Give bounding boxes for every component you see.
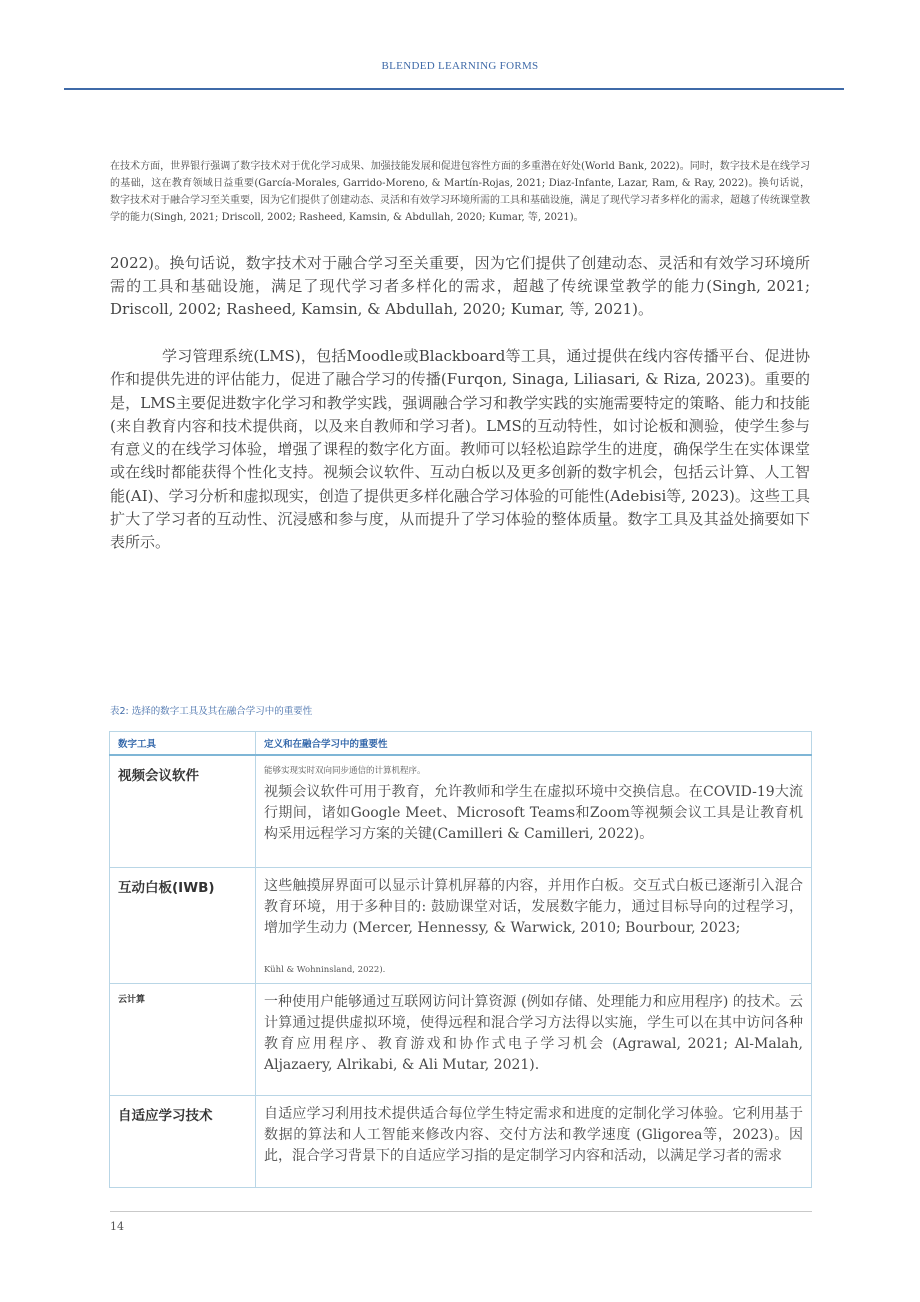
header-divider xyxy=(64,88,844,90)
lms-paragraph: 学习管理系统(LMS)，包括Moodle或Blackboard等工具，通过提供在线内容传播平台、促进协作和提供先进的评估能力，促进了融合学习的传播(Furqon, Sinaga, Liliasari, & Riza, 2023)。重要的是，LMS主要促进数字化学习和教学实践，强调融合学习和教学实践的实施需要特定的策略、能力和技能(来自教育内容和技术提供商，以及来自教师和学习者)。LMS的互动特性，如讨论板和测验，使学生参与有意义的在线学习体验，增强了课程的数字化方面。教师可以轻松追踪学生的进度，确保学生在实体课堂或在线时都能获得个性化支持。视频会议软件、互动白板以及更多创新的数字机会，包括云计算、人工智能(AI)、学习分析和虚拟现实，创造了提供更多样化融合学习体验的可能性(Adebisi等, 2023)。这些工具扩大了学习者的互动性、沉浸感和参与度，从而提升了学习体验的整体质量。数字工具及其益处摘要如下表所示。 xyxy=(110,347,810,552)
footer-divider xyxy=(110,1211,812,1212)
continuation-paragraph: 2022)。换句话说，数字技术对于融合学习至关重要，因为它们提供了创建动态、灵活和有效学习环境所需的工具和基础设施，满足了现代学习者多样化的需求，超越了传统课堂教学的能力(Singh, 2021; Driscoll, 2002; Rasheed, Kamsin, & Abdullah, 2020; Kumar, 等, 2021)。 xyxy=(110,254,810,318)
header-tool: 数字工具 xyxy=(110,732,256,756)
tool-definition: 自适应学习利用技术提供适合每位学生特定需求和进度的定制化学习体验。它利用基于数据的算法和人工智能来修改内容、交付方法和教学速度 (Gligorea等，2023)。因此，混合学习背景下的自适应学习指的是定制学习内容和活动，以满足学习者的需求 xyxy=(264,1105,803,1164)
table-row xyxy=(110,755,812,867)
running-header: BLENDED LEARNING FORMS xyxy=(381,60,539,72)
table-caption: 表2: 选择的数字工具及其在融合学习中的重要性 xyxy=(110,706,313,717)
table-row xyxy=(110,983,812,1095)
digital-tools-table xyxy=(109,731,812,1188)
tool-name: 云计算 xyxy=(118,994,146,1005)
tool-name: 互动白板(IWB) xyxy=(118,879,215,896)
intro-paragraph-small: 在技术方面，世界银行强调了数字技术对于优化学习成果、加强技能发展和促进包容性方面的多重潜在好处(World Bank, 2022)。同时，数字技术是在线学习的基础，这在教育领域日益重要(García-Morales, Garrido-Moreno, & Martín-Rojas, 2021; Diaz-Infante, Lazar, Ram, & Ray, 2022)。换句话说，数字技术对于融合学习至关重要，因为它们提供了创建动态、灵活和有效学习环境所需的工具和基础设施，满足了现代学习者多样化的需求，超越了传统课堂教学的能力(Singh, 2021; Driscoll, 2002; Rasheed, Kamsin, & Abdullah, 2020; Kumar, 等, 2021)。 xyxy=(110,161,810,223)
tool-definition: 一种使用户能够通过互联网访问计算资源 (例如存储、处理能力和应用程序) 的技术。云计算通过提供虚拟环境，使得远程和混合学习方法得以实施，学生可以在其中访问各种教育应用程序、教育游戏和协作式电子学习机会 (Agrawal, 2021; Al-Malah, Aljazaery, Alrikabi, & Ali Mutar, 2021). xyxy=(264,993,803,1073)
table-row xyxy=(110,1095,812,1187)
tool-post-note: Kühl & Wohninsland, 2022). xyxy=(264,964,386,975)
tool-pre-note: 能够实现实时双向同步通信的计算机程序。 xyxy=(264,766,426,776)
tool-definition: 视频会议软件可用于教育，允许教师和学生在虚拟环境中交换信息。在COVID-19大流行期间，诸如Google Meet、Microsoft Teams和Zoom等视频会议工具是让教育机构采用远程学习方案的关键(Camilleri & Camilleri, 2022)。 xyxy=(264,784,803,842)
table-row xyxy=(110,867,812,983)
page-number: 14 xyxy=(110,1220,124,1233)
table-header-row xyxy=(110,732,812,756)
tool-name: 视频会议软件 xyxy=(118,768,199,784)
tool-definition: 这些触摸屏界面可以显示计算机屏幕的内容，并用作白板。交互式白板已逐渐引入混合教育环境，用于多种目的: 鼓励课堂对话，发展数字能力，通过目标导向的过程学习，增加学生动力 (Mercer, Hennessy, & Warwick, 2010; Bourbour, 2023; xyxy=(264,877,803,936)
header-definition: 定义和在融合学习中的重要性 xyxy=(256,732,812,756)
tool-name: 自适应学习技术 xyxy=(118,1107,213,1124)
